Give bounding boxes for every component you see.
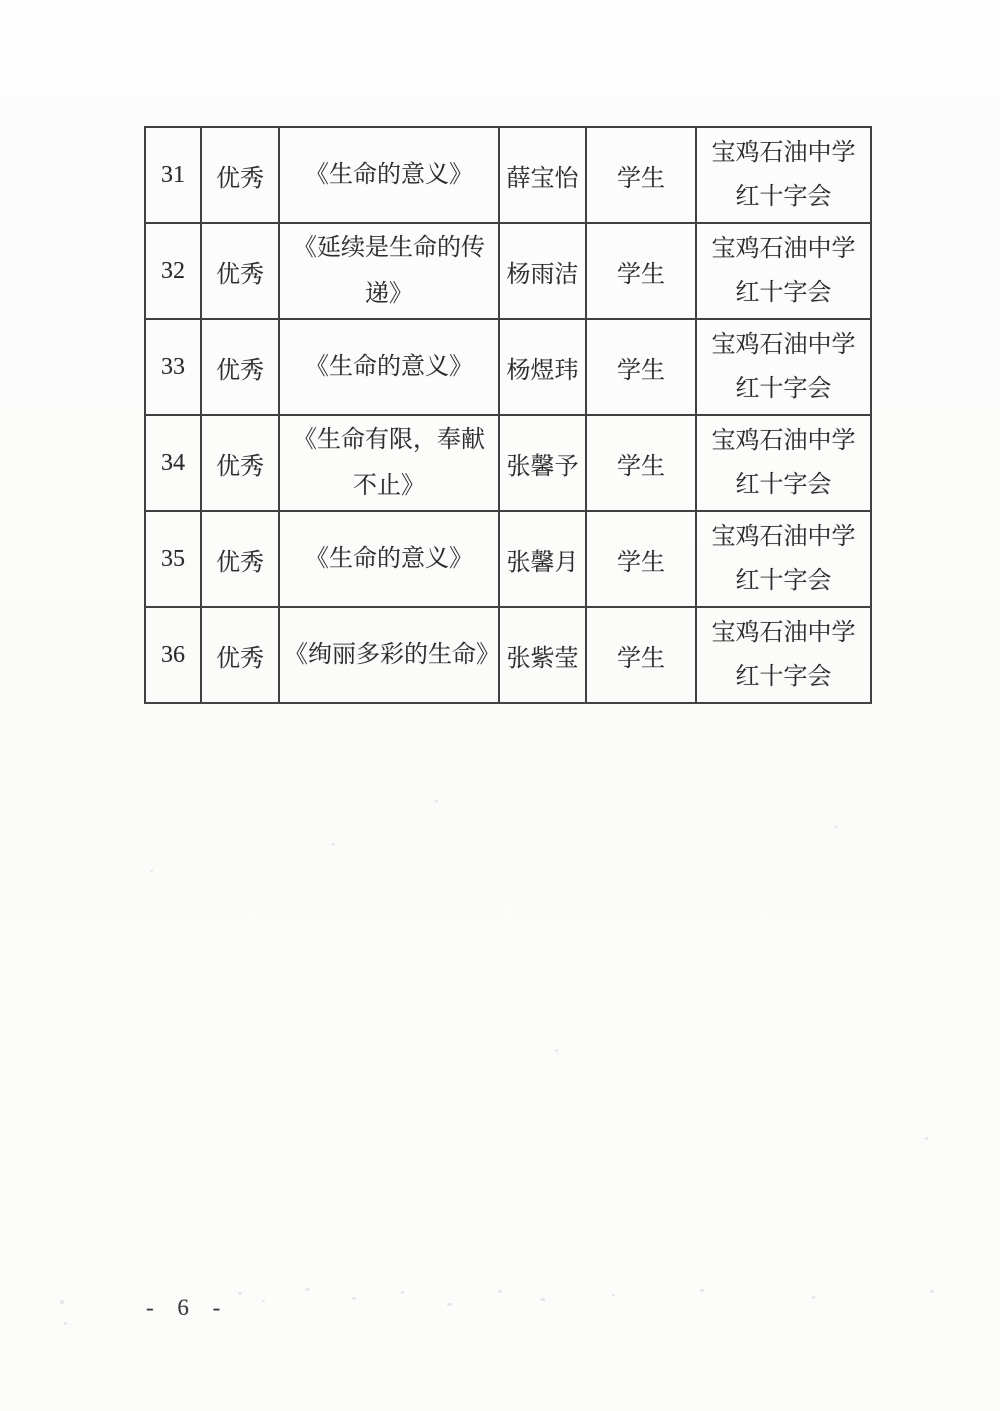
cell-index: 33	[145, 319, 201, 415]
cell-name: 杨雨洁	[499, 223, 586, 319]
scan-noise	[812, 1296, 815, 1299]
scan-noise	[305, 1288, 310, 1291]
org-line1: 宝鸡石油中学	[711, 140, 856, 166]
cell-role: 学生	[586, 511, 696, 607]
table-row	[145, 511, 871, 607]
org-line2: 红十字会	[735, 472, 832, 498]
scan-noise	[555, 1049, 558, 1052]
cell-role: 学生	[586, 319, 696, 415]
table-row	[145, 319, 871, 415]
cell-org	[696, 607, 871, 703]
scan-noise	[835, 826, 838, 828]
cell-index: 32	[145, 223, 201, 319]
cell-grade: 优秀	[201, 607, 279, 703]
cell-title: 《生命的意义》	[279, 127, 499, 223]
org-line2: 红十字会	[735, 280, 832, 306]
org-line1: 宝鸡石油中学	[711, 332, 856, 358]
cell-org	[696, 127, 871, 223]
org-line2: 红十字会	[735, 184, 832, 210]
cell-name: 杨煜玮	[499, 319, 586, 415]
scan-noise	[401, 1291, 404, 1294]
scan-noise	[60, 1300, 64, 1304]
cell-org	[696, 223, 871, 319]
cell-title: 《生命有限，奉献不止》	[279, 415, 499, 511]
cell-index: 36	[145, 607, 201, 703]
scan-noise	[925, 1137, 928, 1140]
cell-grade: 优秀	[201, 319, 279, 415]
cell-index: 35	[145, 511, 201, 607]
cell-title: 《绚丽多彩的生命》	[279, 607, 499, 703]
scan-noise	[435, 800, 438, 802]
award-list-table	[144, 126, 872, 704]
page-number: - 6 -	[146, 1295, 230, 1320]
cell-role: 学生	[586, 127, 696, 223]
cell-index: 31	[145, 127, 201, 223]
cell-grade: 优秀	[201, 223, 279, 319]
cell-name: 张紫莹	[499, 607, 586, 703]
cell-role: 学生	[586, 415, 696, 511]
cell-name: 薛宝怡	[499, 127, 586, 223]
table-row	[145, 127, 871, 223]
scan-noise	[930, 1290, 934, 1293]
scan-noise	[238, 1292, 242, 1295]
org-line1: 宝鸡石油中学	[711, 620, 856, 646]
table-row	[145, 607, 871, 703]
cell-role: 学生	[586, 607, 696, 703]
scan-noise	[700, 1289, 704, 1292]
cell-grade: 优秀	[201, 415, 279, 511]
org-line1: 宝鸡石油中学	[711, 524, 856, 550]
scan-noise	[540, 1298, 546, 1301]
cell-role: 学生	[586, 223, 696, 319]
org-line2: 红十字会	[735, 568, 832, 594]
table-row	[145, 415, 871, 511]
cell-grade: 优秀	[201, 127, 279, 223]
scan-noise	[352, 1297, 356, 1300]
cell-grade: 优秀	[201, 511, 279, 607]
cell-org	[696, 511, 871, 607]
cell-title: 《延续是生命的传递》	[279, 223, 499, 319]
scan-noise	[262, 1300, 265, 1302]
scan-noise	[64, 1322, 67, 1325]
org-line2: 红十字会	[735, 376, 832, 402]
cell-org	[696, 319, 871, 415]
scan-noise	[498, 1290, 502, 1293]
org-line1: 宝鸡石油中学	[711, 428, 856, 454]
cell-name: 张馨月	[499, 511, 586, 607]
scan-noise	[447, 1303, 452, 1306]
cell-title: 《生命的意义》	[279, 511, 499, 607]
org-line1: 宝鸡石油中学	[711, 236, 856, 262]
table-row	[145, 223, 871, 319]
cell-name: 张馨予	[499, 415, 586, 511]
cell-title: 《生命的意义》	[279, 319, 499, 415]
cell-org	[696, 415, 871, 511]
cell-index: 34	[145, 415, 201, 511]
scan-noise	[150, 870, 153, 872]
scan-noise	[332, 843, 335, 846]
scan-noise	[612, 1294, 615, 1296]
org-line2: 红十字会	[735, 664, 832, 690]
